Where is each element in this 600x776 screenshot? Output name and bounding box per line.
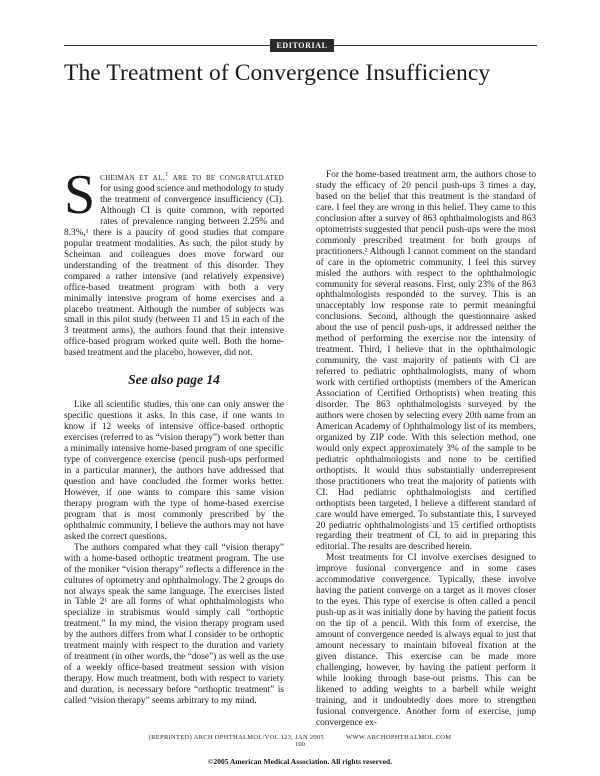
left-column [64,164,284,707]
opening-lead-in: cheiman et al. [100,173,166,184]
article-title: The Treatment of Convergence Insufficiency [64,60,491,86]
right-paragraph-2: Most treatments for CI involve exercises designed to improve fusional convergence and in some cases accommodative convergence. Typically, these involve having the patient converge on a target as it moves closer to the eyes. This type of exercise is often called a pencil push-up as it was initially done by having the patient focus on the tip of a pencil. With this form of exercise, the amount of convergence needed is always equal to just that amount necessary to maintain bifoveal fixation at the given distance. This exercise can be made more challenging, however, by having the patient perform it while looking through base-out prisms. This can be likened to adding weights to a barbell while weight training, and it undoubtedly does more to strengthen fusional convergence. Another form of exercise, jump convergence ex- [316,553,536,728]
footer-citation-line [0,734,600,741]
footer-url[interactable]: WWW.ARCHOPHTHALMOL.COM [346,734,452,741]
reference-superscript: 1 [165,172,169,178]
left-paragraph-3: The authors compared what they call “vision therapy” with a home-based orthoptic treatment program. The use of the moniker “vision therapy” reflects a difference in the cultures of optometry and ophthalmology. The 2 groups do not always speak the same language. The exercises listed in Table 2¹ are all forms of what ophthalmologists who specialize in strabismus would simply call “orthoptic treatment.” In my mind, the vision therapy program used by the authors differs from what I consider to be orthoptic treatment mainly with respect to the duration and variety of treatment (in other words, the “dose”) as well as the use of a weekly office-based treatment session with vision therapy. How much treatment, both with respect to variety and duration, is necessary before “orthoptic treatment” is called “vision therapy” seems arbitrary to my mind. [64,542,284,707]
left-paragraph-2: Like all scientific studies, this one can only answer the specific questions it asks. In this case, if one wants to know if 12 weeks of intensive office-based orthoptic exercises (referred to as “vision therapy”) work better than a minimally intensive home-based program of one specific type of convergence exercise (pencil push-ups performed in a particular manner), the authors have addressed that question and have concluded the former works better. However, if one wants to compare this same vision therapy program with the type of home-based exercise program that is most commonly prescribed by the ophthalmic community, I believe the authors may not have asked the correct questions. [64,400,284,542]
right-paragraph-1: For the home-based treatment arm, the authors chose to study the efficacy of 20 pencil push-ups 3 times a day, based on the belief that this treatment is the standard of care. I feel they are wrong in this belief. They came to this conclusion after a survey of 863 ophthalmologists and 863 optometrists suggested that pencil push-ups were the most commonly prescribed treatment for both groups of practitioners.² Although I cannot comment on the standard of care in the optometric community, I feel this survey misled the authors with respect to the ophthalmologic community for several reasons. First, only 23% of the 863 ophthalmologists responded to the survey. This is an unacceptably low response rate to permit meaningful conclusions. Second, although the questionnaire asked about the use of pencil push-ups, it addressed neither the method of performing the exercise nor the intensity of treatment. Third, I believe that in the ophthalmologic community, the vast majority of patients with CI are referred to pediatric ophthalmologists, many of whom work with certified orthoptists (members of the American Association of Certified Orthoptists) when treating this disorder. The 863 ophthalmologists surveyed by the authors were chosen by selecting every 20th name from an American Academy of Ophthalmology list of its members, organized by ZIP code. With this selection method, one would only expect approximately 3% of the sample to be pediatric ophthalmologists and none to be certified orthoptists. It would thus substantially underrepresent those practitioners who treat the majority of patients with CI. Had pediatric ophthalmologists and certified orthoptists been targeted, I believe a different standard of care would have emerged. To substantiate this, I surveyed 20 pediatric ophthalmologists and 15 certified orthoptists regarding their treatment of CI, to aid in preparing this editorial. The results are described herein. [316,170,536,553]
see-also-link[interactable]: See also page 14 [128,372,220,388]
section-tag: EDITORIAL [270,39,334,52]
opening-body: for using good science and methodology to study the treatment of convergence insufficiency (CI). Although CI is quite common, with reported rates of prevalence ranging between 2.25% and 8.3%,¹ there is a paucity of good studies that compare popular treatment modalities. As such, the pilot study by Scheiman and colleagues does move forward our understanding of the treatment of this disorder. They compared a rather intensive (and relatively expensive) office-based treatment program with both a very minimally intensive program of home exercises and a placebo treatment. Although the number of subjects was small in this pilot study (between 11 and 15 in each of the 3 treatment arms), the authors found that their intensive office-based program worked quite well. Both the home-based treatment and the placebo, however, did not. [64,184,284,359]
drop-cap: S [64,164,96,226]
opening-paragraph [64,164,284,359]
page-number: 100 [295,741,305,748]
opening-lead-in-rest: are to be congratulated [168,173,284,184]
copyright-notice: ©2005 American Medical Association. All rights reserved. [207,757,393,766]
right-column [316,170,536,729]
footer-citation: (REPRINTED) ARCH OPHTHALMOL/VOL 123, JAN 2005 [148,734,325,741]
